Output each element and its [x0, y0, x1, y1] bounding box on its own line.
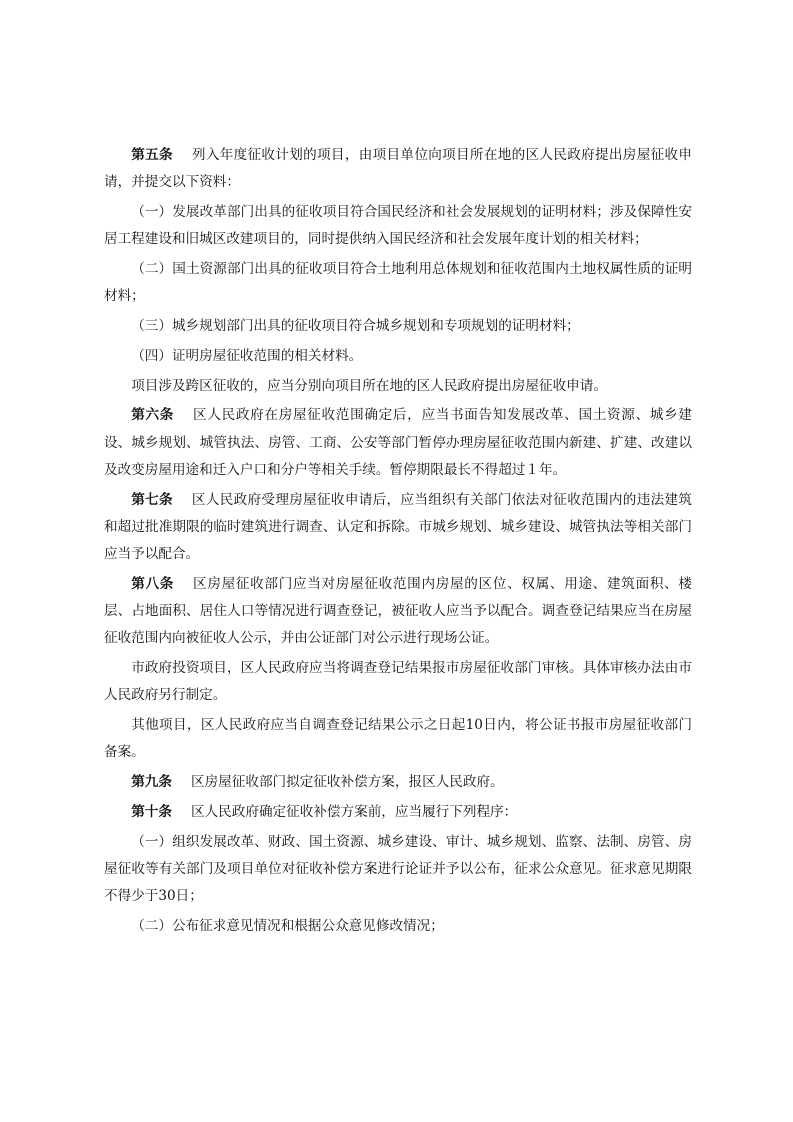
paragraph-article-8 — [104, 571, 692, 653]
document-body — [104, 142, 692, 943]
paragraph-item-3 — [104, 313, 692, 340]
paragraph-text: 区房屋征收部门拟定征收补偿方案，报区人民政府。 — [191, 774, 504, 790]
paragraph-article-7 — [104, 487, 692, 569]
paragraph-article-6 — [104, 402, 692, 484]
paragraph-text: （二）公布征求意见情况和根据公众意见修改情况； — [131, 917, 444, 934]
paragraph-text: （二）国土资源部门出具的征收项目符合土地利用总体规划和征收范围内土地权属性质的证明材料； — [104, 261, 692, 305]
paragraph-other-projects — [104, 712, 692, 766]
paragraph-text: 项目涉及跨区征收的，应当分别向项目所在地的区人民政府提出房屋征收申请。 — [131, 377, 607, 394]
article-heading: 第六条 — [131, 407, 175, 424]
paragraph-text: 区人民政府在房屋征收范围确定后，应当书面告知发展改革、国土资源、城乡建设、城乡规划、城管执法、房管、工商、公安等部门暂停办理房屋征收范围内新建、扩建、改建以及改变房屋用途和迁入户口和分户等相关手续。暂停期限最长不得超过１年。 — [104, 407, 692, 478]
paragraph-article-5 — [104, 142, 692, 196]
article-heading: 第七条 — [131, 491, 173, 508]
paragraph-text: 区人民政府确定征收补偿方案前，应当履行下列程序： — [191, 803, 518, 820]
paragraph-text: 区人民政府受理房屋征收申请后，应当组织有关部门依法对征收范围内的违法建筑和超过批准期限的临时建筑进行调查、认定和拆除。市城乡规划、城乡建设、城管执法等相关部门应当予以配合。 — [104, 491, 693, 562]
paragraph-item-1 — [104, 199, 692, 253]
paragraph-text: （一）发展改革部门出具的征收项目符合国民经济和社会发展规划的证明材料；涉及保障性安居工程建设和旧城区改建项目的，同时提供纳入国民经济和社会发展年度计划的相关材料； — [104, 204, 692, 248]
paragraph-city-projects — [104, 655, 692, 709]
paragraph-text: 列入年度征收计划的项目，由项目单位向项目所在地的区人民政府提出房屋征收申请，并提交以下资料： — [104, 147, 693, 191]
paragraph-text: 其他项目，区人民政府应当自调查登记结果公示之日起10日内，将公证书报市房屋征收部门备案。 — [104, 717, 692, 761]
paragraph-text: （一）组织发展改革、财政、国土资源、城乡建设、审计、城乡规划、监察、法制、房管、房屋征收等有关部门及项目单位对征收补偿方案进行论证并予以公布，征求公众意见。征求意见期限不得少于30日； — [104, 833, 692, 904]
article-heading: 第十条 — [131, 803, 172, 820]
paragraph-procedure-1 — [104, 829, 692, 911]
paragraph-item-2 — [104, 256, 692, 310]
paragraph-text: 市政府投资项目，区人民政府应当将调查登记结果报市房屋征收部门审核。具体审核办法由市人民政府另行制定。 — [104, 660, 692, 704]
article-heading: 第八条 — [131, 575, 175, 592]
paragraph-article-10 — [104, 799, 692, 826]
paragraph-cross-district — [104, 373, 692, 400]
article-heading: 第五条 — [131, 147, 173, 163]
paragraph-article-9 — [104, 769, 692, 796]
paragraph-text: （三）城乡规划部门出具的征收项目符合城乡规划和专项规划的证明材料； — [131, 318, 580, 334]
paragraph-procedure-2 — [104, 913, 692, 940]
article-heading: 第九条 — [131, 774, 172, 790]
paragraph-text: 区房屋征收部门应当对房屋征收范围内房屋的区位、权属、用途、建筑面积、楼层、占地面积、居住人口等情况进行调查登记，被征收人应当予以配合。调查登记结果应当在房屋征收范围内向被征收人公示，并由公证部门对公示进行现场公证。 — [104, 575, 692, 647]
paragraph-text: （四）证明房屋征收范围的相关材料。 — [131, 347, 363, 364]
paragraph-item-4 — [104, 343, 692, 370]
